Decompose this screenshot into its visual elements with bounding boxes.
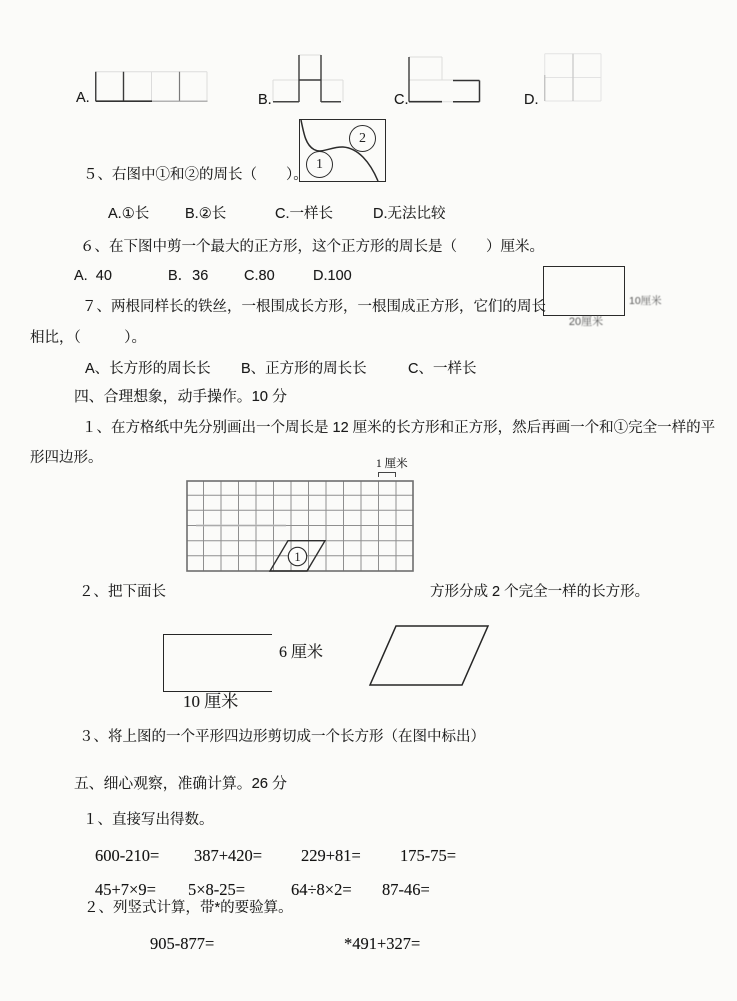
shape-option-d-label: D. — [524, 92, 539, 108]
q7-option-b: B、正方形的周长长 — [241, 361, 367, 377]
mental-math-problem: 87-46= — [382, 880, 430, 899]
shape-b-faint-lines — [273, 55, 343, 102]
vertical-calc-problem: *491+327= — [344, 934, 421, 953]
q6-text: ６、在下图中剪一个最大的正方形，这个正方形的周长是（ ）厘米。 — [80, 239, 544, 255]
q6-option-a: A. 40 — [74, 268, 112, 284]
s4-q3-text: ３、将上图的一个平形四边形剪切成一个长方形（在图中标出） — [79, 729, 485, 745]
q5-option-b: B.②长 — [185, 206, 227, 222]
s4-rect-width-label: 10 厘米 — [183, 692, 239, 711]
q7-option-a: A、长方形的周长长 — [85, 361, 211, 377]
section4-title: 四、合理想象，动手操作。10 分 — [74, 389, 287, 405]
mental-math-problem: 5×8-25= — [188, 880, 246, 899]
s4-parallelogram-figure — [362, 622, 492, 688]
s4-q1-line1: １、在方格纸中先分别画出一个周长是 12 厘米的长方形和正方形，然后再画一个和①完全一样的平 — [82, 420, 716, 436]
q6-option-c: C.80 — [244, 268, 275, 284]
shape-c-right-square — [453, 81, 480, 102]
shape-c-figure — [408, 56, 481, 103]
region-2-number: 2 — [359, 130, 366, 146]
q6-option-d: D.100 — [313, 268, 352, 284]
region-1-badge — [306, 151, 333, 178]
shape-option-b-label: B. — [258, 92, 272, 108]
shape-d-figure — [544, 53, 602, 102]
section5-title: 五、细心观察，准确计算。26 分 — [74, 776, 287, 792]
q5-option-a: A.①长 — [108, 206, 150, 222]
vertical-calc-problem: 905-877= — [150, 934, 215, 953]
mental-math-problem: 64÷8×2= — [291, 880, 352, 899]
q7-line1: ７、两根同样长的铁丝，一根围成长方形，一根围成正方形，它们的周长 — [82, 299, 546, 315]
grid-unit-bracket — [378, 472, 396, 477]
q7-option-c: C、一样长 — [408, 361, 477, 377]
shape-b-figure — [272, 54, 344, 103]
s5-q2-title: ２、列竖式计算，带*的要验算。 — [84, 900, 293, 916]
shape-a-dark-lines — [96, 72, 124, 101]
s4-rectangle-figure — [163, 634, 272, 692]
q7-line2: 相比，（ ）。 — [30, 330, 146, 346]
q6-rect-height-label: 10厘米 — [629, 295, 662, 307]
grid-unit-label: 1 厘米 — [376, 458, 408, 470]
q6-rectangle — [543, 266, 625, 316]
shape-a-figure — [95, 71, 208, 102]
s4-rect-height-label: 6 厘米 — [279, 644, 324, 661]
shape-option-a-label: A. — [76, 90, 90, 106]
s4-q2-part2: 方形分成 2 个完全一样的长方形。 — [430, 584, 650, 600]
shape-b-dark-lines — [299, 55, 321, 102]
mental-math-problem: 229+81= — [301, 846, 361, 865]
mental-math-problem: 175-75= — [400, 846, 457, 865]
mental-math-problem: 387+420= — [194, 846, 263, 865]
s4-q2-part1: ２、把下面长 — [79, 584, 166, 600]
q5-option-d: D.无法比较 — [373, 206, 446, 222]
grid-figure — [186, 480, 414, 572]
s4-q1-line2: 形四边形。 — [30, 450, 103, 466]
grid-parallelogram-number: 1 — [294, 549, 301, 564]
q6-rect-width-label: 20厘米 — [568, 316, 604, 328]
shape-a-faint-lines — [96, 72, 207, 101]
s4-parallelogram-outline — [370, 626, 488, 685]
q5-option-c: C.一样长 — [275, 206, 333, 222]
shape-c-faint-lines — [409, 57, 453, 102]
q5-figure — [299, 119, 386, 182]
mental-math-problem: 45+7×9= — [95, 880, 156, 899]
s5-q1-title: １、直接写出得数。 — [83, 812, 214, 828]
region-2-badge — [349, 125, 376, 152]
q5-text: ５、右图中①和②的周长（ ）。 — [83, 167, 308, 183]
mental-math-problem: 600-210= — [95, 846, 160, 865]
q6-option-b: B．36 — [168, 268, 209, 284]
shape-option-c-label: C. — [394, 92, 409, 108]
region-1-number: 1 — [316, 156, 323, 172]
